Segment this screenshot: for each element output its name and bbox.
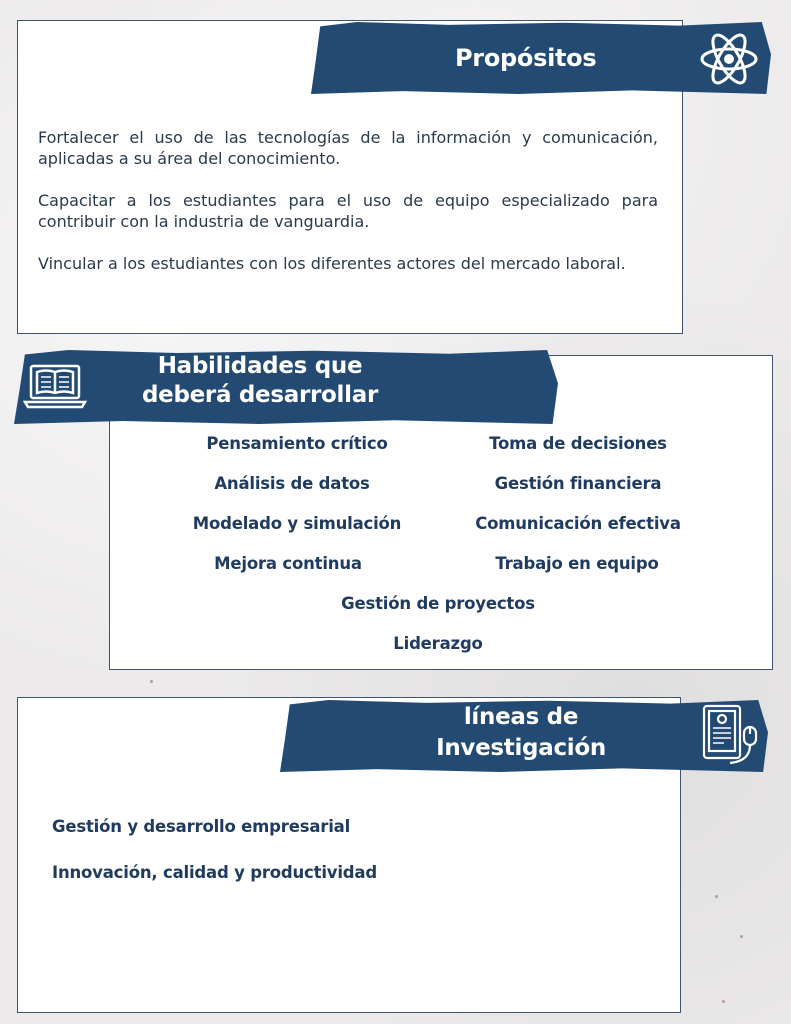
skill-item: Análisis de datos	[214, 474, 370, 493]
skill-item: Modelado y simulación	[192, 514, 402, 533]
research-line-item: Gestión y desarrollo empresarial	[52, 817, 351, 836]
atom-icon	[698, 28, 760, 90]
skill-item: Pensamiento crítico	[206, 434, 388, 453]
background-speck	[150, 680, 153, 683]
proposito-paragraph: Capacitar a los estudiantes para el uso de equipo especializado para contribuir con la industria de vanguardia.	[38, 191, 658, 231]
skill-item: Mejora continua	[214, 554, 362, 573]
habilidades-title	[130, 352, 390, 410]
lineas-title-line1: líneas de	[463, 704, 579, 730]
lineas-title-line2: Investigación	[436, 735, 606, 761]
skill-item: Liderazgo	[393, 634, 483, 653]
tablet-document-icon	[700, 703, 762, 767]
skill-item: Trabajo en equipo	[495, 554, 659, 573]
skill-item: Comunicación efectiva	[475, 514, 681, 533]
skill-item: Gestión de proyectos	[341, 594, 535, 613]
habilidades-title-line2: deberá desarrollar	[142, 382, 378, 408]
lineas-title	[410, 702, 632, 764]
skill-item: Toma de decisiones	[489, 434, 667, 453]
background-speck	[740, 935, 743, 938]
skill-item: Gestión financiera	[494, 474, 662, 493]
background-speck	[715, 895, 718, 898]
research-line-item: Innovación, calidad y productividad	[52, 863, 377, 882]
propositos-title: Propósitos	[455, 44, 597, 72]
background-speck	[722, 1000, 725, 1003]
proposito-paragraph: Vincular a los estudiantes con los diferentes actores del mercado laboral.	[38, 254, 626, 273]
laptop-book-icon	[22, 362, 88, 410]
habilidades-title-line1: Habilidades que	[157, 353, 363, 379]
proposito-paragraph: Fortalecer el uso de las tecnologías de la información y comunicación, aplicadas a su área del conocimiento.	[38, 128, 658, 168]
